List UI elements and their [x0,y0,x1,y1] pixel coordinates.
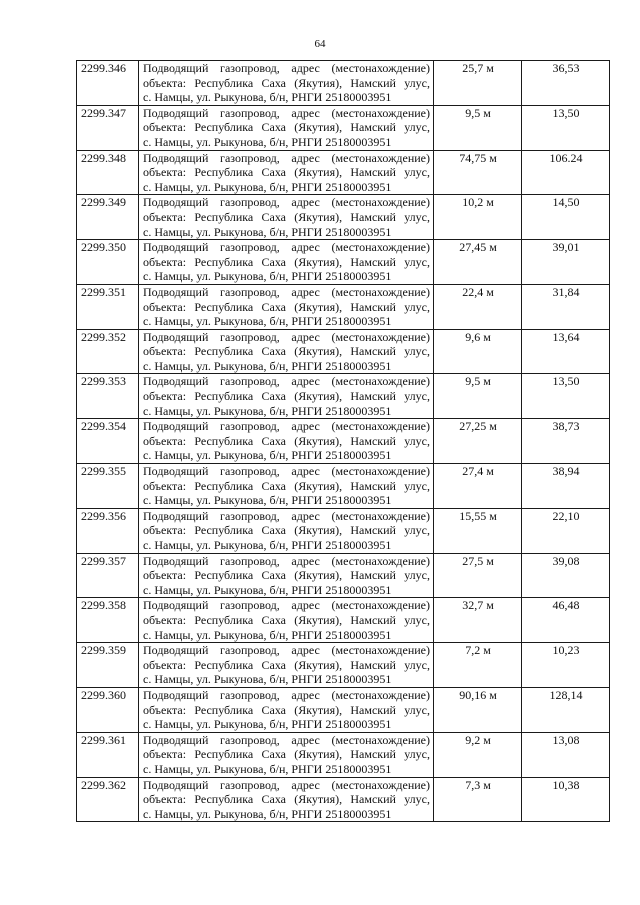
object-description-cell [139,195,434,240]
description-line: Подводящий газопровод, адрес (местонахождение) [143,687,430,702]
description-line: Подводящий газопровод, адрес (местонахождение) [143,61,430,75]
description-line: Подводящий газопровод, адрес (местонахождение) [143,508,430,523]
description-line: объекта: Республика Саха (Якутия), Намский улус, [143,254,430,269]
description-line: Подводящий газопровод, адрес (местонахождение) [143,598,430,613]
description-line: Подводящий газопровод, адрес (местонахождение) [143,464,430,479]
description-line: с. Намцы, ул. Рыкунова, б/н, РНГИ 25180003951 [143,358,392,373]
row-number-cell: 2299.346 [77,61,139,106]
row-number-cell: 2299.357 [77,553,139,598]
row-number-cell: 2299.362 [77,777,139,822]
object-description-cell [139,508,434,553]
object-description-cell [139,284,434,329]
object-description-cell [139,61,434,106]
length-cell: 25,7 м [434,61,522,106]
value-cell: 106.24 [522,150,610,195]
description-line: объекта: Республика Саха (Якутия), Намский улус, [143,657,430,672]
row-number-cell: 2299.353 [77,374,139,419]
table-row [77,61,610,106]
table-row [77,643,610,688]
description-line: объекта: Республика Саха (Якутия), Намский улус, [143,299,430,314]
object-description-cell [139,374,434,419]
description-line: Подводящий газопровод, адрес (местонахождение) [143,105,430,120]
value-cell: 13,50 [522,105,610,150]
registry-table [76,60,610,822]
length-cell: 7,2 м [434,643,522,688]
value-cell: 38,94 [522,464,610,509]
row-number-cell: 2299.354 [77,419,139,464]
description-line: объекта: Республика Саха (Якутия), Намский улус, [143,433,430,448]
description-line: объекта: Республика Саха (Якутия), Намский улус, [143,389,430,404]
description-line: Подводящий газопровод, адрес (местонахождение) [143,195,430,210]
length-cell: 15,55 м [434,508,522,553]
object-description-cell [139,150,434,195]
row-number-cell: 2299.352 [77,329,139,374]
description-line: Подводящий газопровод, адрес (местонахождение) [143,150,430,165]
description-line: Подводящий газопровод, адрес (местонахождение) [143,777,430,792]
description-line: с. Намцы, ул. Рыкунова, б/н, РНГИ 25180003951 [143,314,392,329]
description-line: Подводящий газопровод, адрес (местонахождение) [143,284,430,299]
description-line: с. Намцы, ул. Рыкунова, б/н, РНГИ 25180003951 [143,717,392,732]
length-cell: 27,4 м [434,464,522,509]
object-description-cell [139,553,434,598]
description-line: с. Намцы, ул. Рыкунова, б/н, РНГИ 25180003951 [143,761,392,776]
length-cell: 9,5 м [434,105,522,150]
object-description-cell [139,732,434,777]
description-line: с. Намцы, ул. Рыкунова, б/н, РНГИ 25180003951 [143,90,392,105]
value-cell: 10,38 [522,777,610,822]
table-row [77,329,610,374]
description-line: объекта: Республика Саха (Якутия), Намский улус, [143,792,430,807]
row-number-cell: 2299.356 [77,508,139,553]
description-line: с. Намцы, ул. Рыкунова, б/н, РНГИ 25180003951 [143,269,392,284]
table-row [77,284,610,329]
length-cell: 27,5 м [434,553,522,598]
description-line: с. Намцы, ул. Рыкунова, б/н, РНГИ 25180003951 [143,493,392,508]
object-description-cell [139,240,434,285]
value-cell: 39,08 [522,553,610,598]
description-line: Подводящий газопровод, адрес (местонахождение) [143,419,430,434]
value-cell: 31,84 [522,284,610,329]
description-line: объекта: Республика Саха (Якутия), Намский улус, [143,702,430,717]
description-line: с. Намцы, ул. Рыкунова, б/н, РНГИ 25180003951 [143,627,392,642]
row-number-cell: 2299.349 [77,195,139,240]
description-line: с. Намцы, ул. Рыкунова, б/н, РНГИ 25180003951 [143,403,392,418]
object-description-cell [139,419,434,464]
object-description-cell [139,777,434,822]
table-row [77,732,610,777]
row-number-cell: 2299.355 [77,464,139,509]
length-cell: 9,2 м [434,732,522,777]
description-line: Подводящий газопровод, адрес (местонахождение) [143,643,430,658]
value-cell: 39,01 [522,240,610,285]
object-description-cell [139,643,434,688]
value-cell: 128,14 [522,687,610,732]
object-description-cell [139,105,434,150]
table-row [77,464,610,509]
row-number-cell: 2299.348 [77,150,139,195]
description-line: объекта: Республика Саха (Якутия), Намский улус, [143,747,430,762]
description-line: объекта: Республика Саха (Якутия), Намский улус, [143,165,430,180]
value-cell: 13,50 [522,374,610,419]
description-line: объекта: Республика Саха (Якутия), Намский улус, [143,344,430,359]
description-line: объекта: Республика Саха (Якутия), Намский улус, [143,120,430,135]
length-cell: 32,7 м [434,598,522,643]
table-row [77,508,610,553]
value-cell: 46,48 [522,598,610,643]
length-cell: 7,3 м [434,777,522,822]
description-line: Подводящий газопровод, адрес (местонахождение) [143,374,430,389]
length-cell: 10,2 м [434,195,522,240]
description-line: объекта: Республика Саха (Якутия), Намский улус, [143,523,430,538]
object-description-cell [139,464,434,509]
description-line: с. Намцы, ул. Рыкунова, б/н, РНГИ 25180003951 [143,538,392,552]
length-cell: 9,5 м [434,374,522,419]
value-cell: 14,50 [522,195,610,240]
row-number-cell: 2299.347 [77,105,139,150]
row-number-cell: 2299.358 [77,598,139,643]
description-line: объекта: Республика Саха (Якутия), Намский улус, [143,478,430,493]
row-number-cell: 2299.359 [77,643,139,688]
description-line: Подводящий газопровод, адрес (местонахождение) [143,732,430,747]
table-row [77,777,610,822]
description-line: объекта: Республика Саха (Якутия), Намский улус, [143,568,430,583]
length-cell: 22,4 м [434,284,522,329]
description-line: Подводящий газопровод, адрес (местонахождение) [143,553,430,568]
row-number-cell: 2299.360 [77,687,139,732]
value-cell: 36,53 [522,61,610,106]
page-number: 64 [314,38,326,50]
length-cell: 90,16 м [434,687,522,732]
table-row [77,105,610,150]
object-description-cell [139,329,434,374]
table-row [77,240,610,285]
length-cell: 74,75 м [434,150,522,195]
description-line: с. Намцы, ул. Рыкунова, б/н, РНГИ 25180003951 [143,806,392,821]
value-cell: 13,08 [522,732,610,777]
row-number-cell: 2299.350 [77,240,139,285]
table-row [77,150,610,195]
table-row [77,598,610,643]
description-line: с. Намцы, ул. Рыкунова, б/н, РНГИ 25180003951 [143,672,392,687]
table-row [77,195,610,240]
description-line: с. Намцы, ул. Рыкунова, б/н, РНГИ 25180003951 [143,134,392,149]
description-line: Подводящий газопровод, адрес (местонахождение) [143,240,430,255]
row-number-cell: 2299.351 [77,284,139,329]
registry-body [77,61,610,822]
description-line: Подводящий газопровод, адрес (местонахождение) [143,329,430,344]
table-row [77,374,610,419]
description-line: с. Намцы, ул. Рыкунова, б/н, РНГИ 25180003951 [143,448,392,463]
table-row [77,553,610,598]
object-description-cell [139,687,434,732]
object-description-cell [139,598,434,643]
description-line: с. Намцы, ул. Рыкунова, б/н, РНГИ 25180003951 [143,179,392,194]
row-number-cell: 2299.361 [77,732,139,777]
value-cell: 22,10 [522,508,610,553]
value-cell: 38,73 [522,419,610,464]
value-cell: 10,23 [522,643,610,688]
length-cell: 27,25 м [434,419,522,464]
value-cell: 13,64 [522,329,610,374]
description-line: объекта: Республика Саха (Якутия), Намский улус, [143,209,430,224]
description-line: с. Намцы, ул. Рыкунова, б/н, РНГИ 25180003951 [143,582,392,597]
description-line: объекта: Республика Саха (Якутия), Намский улус, [143,75,430,90]
length-cell: 27,45 м [434,240,522,285]
table-row [77,419,610,464]
description-line: объекта: Республика Саха (Якутия), Намский улус, [143,612,430,627]
length-cell: 9,6 м [434,329,522,374]
description-line: с. Намцы, ул. Рыкунова, б/н, РНГИ 25180003951 [143,224,392,239]
table-row [77,687,610,732]
